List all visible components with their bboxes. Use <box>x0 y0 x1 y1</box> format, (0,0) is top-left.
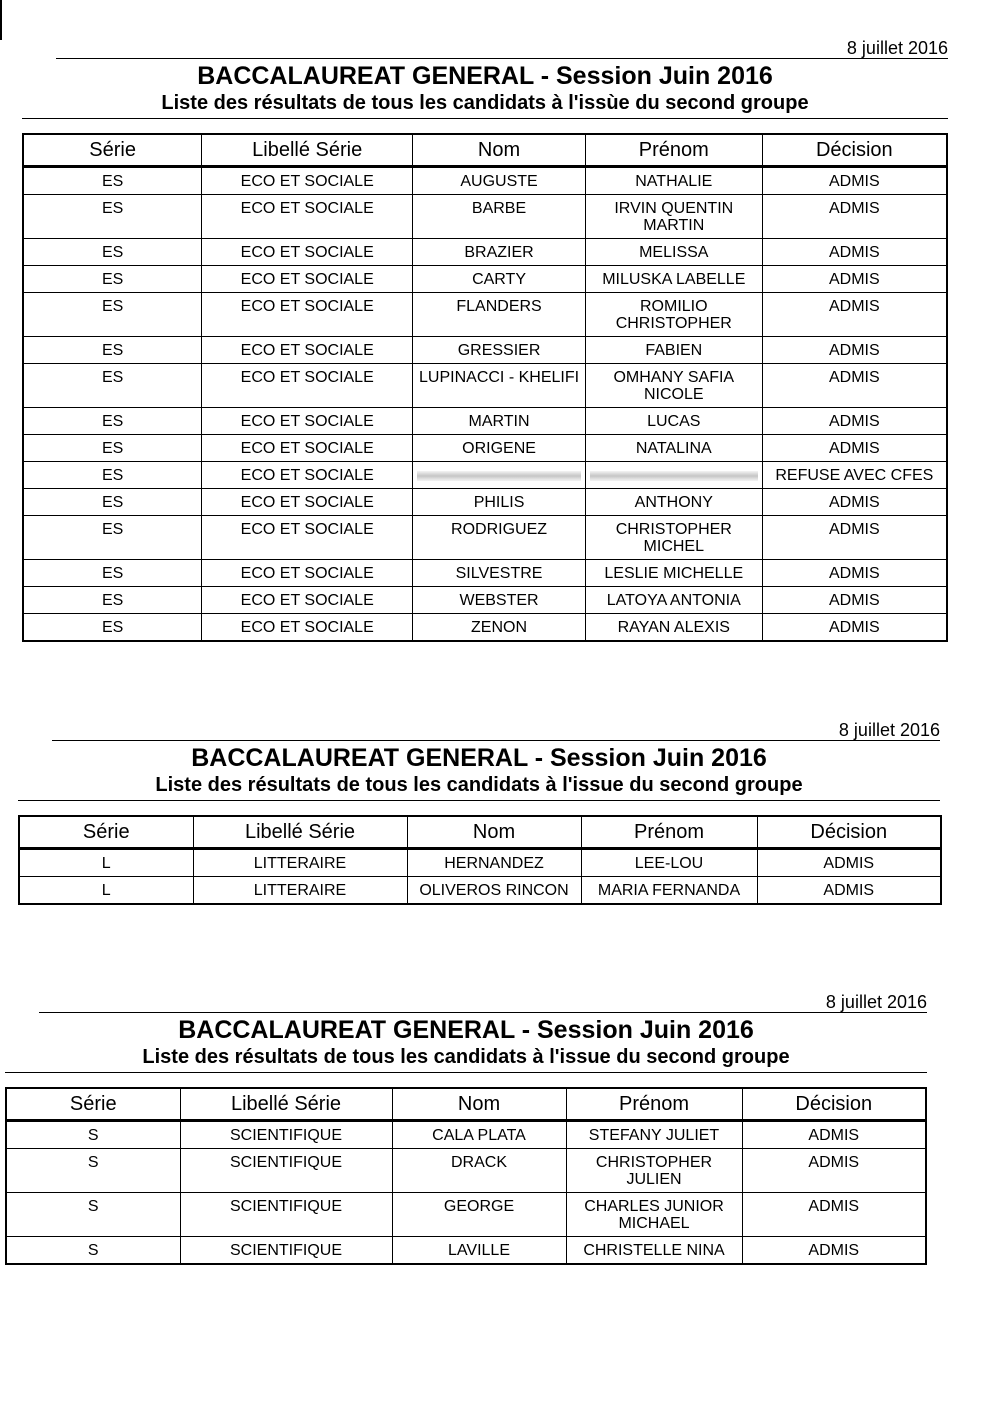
table-cell: S <box>6 1237 180 1265</box>
scan-edge-mark <box>0 0 2 40</box>
table-cell: ADMIS <box>762 408 947 435</box>
table-cell: NATHALIE <box>585 167 762 195</box>
table-cell: OLIVEROS RINCON <box>407 877 581 905</box>
table-cell: ADMIS <box>757 877 941 905</box>
table-cell: L <box>19 849 193 877</box>
table-cell: DRACK <box>392 1149 566 1193</box>
table-cell: STEFANY JULIET <box>566 1121 742 1149</box>
table-header-row <box>6 1088 926 1121</box>
table-row <box>23 266 947 293</box>
column-header: Nom <box>413 134 586 167</box>
redacted-cell <box>417 471 581 481</box>
column-header: Nom <box>407 816 581 849</box>
table-cell: ES <box>23 489 202 516</box>
table-cell: MELISSA <box>585 239 762 266</box>
table-row <box>23 408 947 435</box>
table-cell: CARTY <box>413 266 586 293</box>
table-cell: BARBE <box>413 195 586 239</box>
table-cell: OMHANY SAFIA NICOLE <box>585 364 762 408</box>
results-section-s <box>5 992 927 1265</box>
table-cell: ECO ET SOCIALE <box>202 462 413 489</box>
table-cell: ECO ET SOCIALE <box>202 337 413 364</box>
table-cell: CALA PLATA <box>392 1121 566 1149</box>
table-cell: ECO ET SOCIALE <box>202 516 413 560</box>
table-cell: AUGUSTE <box>413 167 586 195</box>
table-cell: ADMIS <box>762 516 947 560</box>
table-row <box>6 1193 926 1237</box>
table-cell: ES <box>23 462 202 489</box>
table-row <box>23 293 947 337</box>
results-table <box>18 815 942 905</box>
table-cell: MARTIN <box>413 408 586 435</box>
table-cell: ECO ET SOCIALE <box>202 587 413 614</box>
table-cell: ORIGENE <box>413 435 586 462</box>
table-cell: L <box>19 877 193 905</box>
header-rule <box>39 1012 927 1013</box>
table-cell: ADMIS <box>742 1193 926 1237</box>
table-row <box>6 1237 926 1265</box>
table-cell: ECO ET SOCIALE <box>202 614 413 642</box>
table-header-row <box>19 816 941 849</box>
table-cell: ES <box>23 293 202 337</box>
table-cell: ADMIS <box>742 1237 926 1265</box>
column-header: Prénom <box>585 134 762 167</box>
table-cell: ANTHONY <box>585 489 762 516</box>
results-table <box>22 133 948 642</box>
table-cell: ADMIS <box>762 337 947 364</box>
table-cell: ES <box>23 560 202 587</box>
section-title: BACCALAUREAT GENERAL - Session Juin 2016 <box>191 744 767 772</box>
table-row <box>23 614 947 642</box>
table-cell: S <box>6 1193 180 1237</box>
table-cell: ECO ET SOCIALE <box>202 293 413 337</box>
column-header: Décision <box>757 816 941 849</box>
report-date: 8 juillet 2016 <box>838 720 940 740</box>
table-cell: PHILIS <box>413 489 586 516</box>
table-cell: ADMIS <box>762 364 947 408</box>
results-section-es <box>22 38 948 642</box>
table-cell: ES <box>23 195 202 239</box>
redacted-cell <box>590 471 758 481</box>
table-cell: ADMIS <box>762 266 947 293</box>
section-subtitle: Liste des résultats de tous les candidats à l'issue du second groupe <box>142 1046 790 1068</box>
table-cell: CHRISTOPHER MICHEL <box>585 516 762 560</box>
header-rule <box>56 58 948 59</box>
table-cell: BRAZIER <box>413 239 586 266</box>
table-cell: LESLIE MICHELLE <box>585 560 762 587</box>
table-cell: ES <box>23 364 202 408</box>
table-cell: ROMILIO CHRISTOPHER <box>585 293 762 337</box>
table-cell: ES <box>23 587 202 614</box>
column-header: Libellé Série <box>202 134 413 167</box>
table-cell <box>585 462 762 489</box>
table-cell: GRESSIER <box>413 337 586 364</box>
table-cell: ADMIS <box>762 195 947 239</box>
table-cell: ECO ET SOCIALE <box>202 364 413 408</box>
table-row <box>19 877 941 905</box>
table-cell: LUCAS <box>585 408 762 435</box>
table-cell: ECO ET SOCIALE <box>202 560 413 587</box>
table-cell: ES <box>23 516 202 560</box>
results-section-l <box>18 720 940 905</box>
table-cell: ADMIS <box>762 587 947 614</box>
table-row <box>23 489 947 516</box>
table-cell: ECO ET SOCIALE <box>202 167 413 195</box>
table-cell: ADMIS <box>762 167 947 195</box>
table-cell: SILVESTRE <box>413 560 586 587</box>
table-cell: SCIENTIFIQUE <box>180 1121 392 1149</box>
column-header: Nom <box>392 1088 566 1121</box>
section-subtitle: Liste des résultats de tous les candidats à l'issue du second groupe <box>155 774 803 796</box>
table-cell: ECO ET SOCIALE <box>202 489 413 516</box>
table-cell: ADMIS <box>762 560 947 587</box>
column-header: Libellé Série <box>180 1088 392 1121</box>
table-cell: IRVIN QUENTIN MARTIN <box>585 195 762 239</box>
column-header: Série <box>19 816 193 849</box>
table-cell: LEE-LOU <box>581 849 757 877</box>
table-cell: WEBSTER <box>413 587 586 614</box>
section-title: BACCALAUREAT GENERAL - Session Juin 2016 <box>178 1016 754 1044</box>
subtitle-rule <box>5 1072 927 1073</box>
table-cell: SCIENTIFIQUE <box>180 1149 392 1193</box>
table-cell: ECO ET SOCIALE <box>202 408 413 435</box>
table-cell: ECO ET SOCIALE <box>202 435 413 462</box>
table-cell: ECO ET SOCIALE <box>202 195 413 239</box>
table-cell: LITTERAIRE <box>193 849 407 877</box>
table-row <box>23 462 947 489</box>
table-cell: ADMIS <box>742 1149 926 1193</box>
column-header: Libellé Série <box>193 816 407 849</box>
table-cell: LUPINACCI - KHELIFI <box>413 364 586 408</box>
table-cell: SCIENTIFIQUE <box>180 1193 392 1237</box>
table-cell: MILUSKA LABELLE <box>585 266 762 293</box>
table-cell: ADMIS <box>757 849 941 877</box>
table-row <box>6 1121 926 1149</box>
table-cell: ZENON <box>413 614 586 642</box>
table-row <box>6 1149 926 1193</box>
table-cell: LAVILLE <box>392 1237 566 1265</box>
table-row <box>19 849 941 877</box>
section-subtitle: Liste des résultats de tous les candidats à l'issùe du second groupe <box>161 92 809 114</box>
table-cell: ES <box>23 614 202 642</box>
table-cell: ES <box>23 239 202 266</box>
column-header: Série <box>6 1088 180 1121</box>
table-cell: RAYAN ALEXIS <box>585 614 762 642</box>
table-cell: LITTERAIRE <box>193 877 407 905</box>
table-row <box>23 587 947 614</box>
table-row <box>23 364 947 408</box>
subtitle-rule <box>18 800 940 801</box>
table-row <box>23 195 947 239</box>
header-rule <box>52 740 940 741</box>
table-cell: LATOYA ANTONIA <box>585 587 762 614</box>
table-cell: ECO ET SOCIALE <box>202 266 413 293</box>
table-cell: ADMIS <box>742 1121 926 1149</box>
table-cell: HERNANDEZ <box>407 849 581 877</box>
table-row <box>23 516 947 560</box>
table-cell: ES <box>23 266 202 293</box>
table-cell: GEORGE <box>392 1193 566 1237</box>
column-header: Prénom <box>566 1088 742 1121</box>
table-cell: ADMIS <box>762 489 947 516</box>
section-title: BACCALAUREAT GENERAL - Session Juin 2016 <box>197 62 773 90</box>
table-cell: ADMIS <box>762 239 947 266</box>
column-header: Décision <box>762 134 947 167</box>
table-cell: ADMIS <box>762 614 947 642</box>
table-cell: FLANDERS <box>413 293 586 337</box>
table-cell: ES <box>23 337 202 364</box>
table-header-row <box>23 134 947 167</box>
report-date: 8 juillet 2016 <box>825 992 927 1012</box>
table-cell <box>413 462 586 489</box>
table-cell: ADMIS <box>762 293 947 337</box>
table-cell: S <box>6 1121 180 1149</box>
column-header: Décision <box>742 1088 926 1121</box>
results-table <box>5 1087 927 1265</box>
table-row <box>23 167 947 195</box>
table-cell: SCIENTIFIQUE <box>180 1237 392 1265</box>
table-row <box>23 337 947 364</box>
table-cell: CHRISTELLE NINA <box>566 1237 742 1265</box>
table-cell: ES <box>23 408 202 435</box>
table-cell: REFUSE AVEC CFES <box>762 462 947 489</box>
table-cell: S <box>6 1149 180 1193</box>
column-header: Série <box>23 134 202 167</box>
table-cell: CHRISTOPHER JULIEN <box>566 1149 742 1193</box>
table-cell: FABIEN <box>585 337 762 364</box>
table-cell: ES <box>23 435 202 462</box>
column-header: Prénom <box>581 816 757 849</box>
table-cell: NATALINA <box>585 435 762 462</box>
table-cell: CHARLES JUNIOR MICHAEL <box>566 1193 742 1237</box>
table-cell: RODRIGUEZ <box>413 516 586 560</box>
table-cell: ECO ET SOCIALE <box>202 239 413 266</box>
table-cell: MARIA FERNANDA <box>581 877 757 905</box>
table-cell: ADMIS <box>762 435 947 462</box>
table-row <box>23 560 947 587</box>
table-row <box>23 239 947 266</box>
report-date: 8 juillet 2016 <box>846 38 948 58</box>
table-cell: ES <box>23 167 202 195</box>
table-row <box>23 435 947 462</box>
subtitle-rule <box>22 118 948 119</box>
